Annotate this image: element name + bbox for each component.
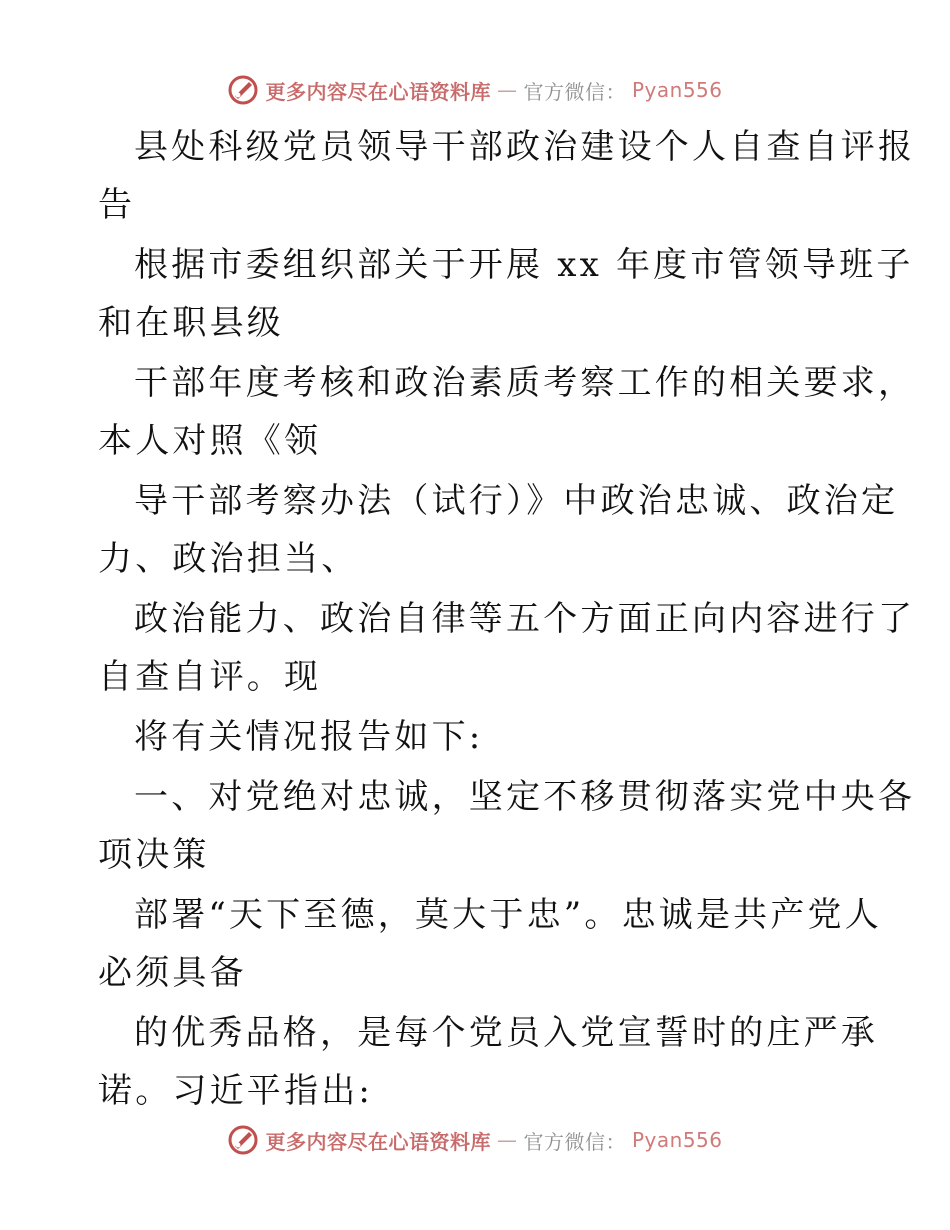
text-line: 告	[98, 185, 136, 225]
watermark-brand-text: 更多内容尽在心语资料库	[265, 79, 491, 104]
watermark-brand-text: 更多内容尽在心语资料库	[265, 1129, 491, 1154]
text-line: 干部年度考核和政治素质考察工作的相关要求，	[134, 363, 916, 403]
text-line: 的优秀品格，是每个党员入党宣誓时的庄严承	[134, 1013, 878, 1053]
watermark-official-label: 官方微信：	[523, 79, 626, 104]
watermark-dash: —	[496, 78, 518, 102]
text-line: 力、政治担当、	[98, 539, 359, 579]
watermark-wechat-id: Pyan556	[631, 1128, 723, 1152]
watermark-official-label: 官方微信：	[523, 1129, 626, 1154]
text-line: 导干部考察办法（试行）》中政治忠诚、政治定	[134, 481, 899, 521]
text-line: 一、对党绝对忠诚，坚定不移贯彻落实党中央各	[134, 777, 916, 817]
brand-logo-icon	[227, 1124, 259, 1156]
text-line: 根据市委组织部关于开展 xx 年度市管领导班子	[134, 245, 914, 285]
text-line: 和在职县级	[98, 303, 284, 343]
watermark-wechat-id: Pyan556	[631, 78, 723, 102]
text-line: 项决策	[98, 835, 210, 875]
text-line: 必须具备	[98, 953, 247, 993]
text-line: 县处科级党员领导干部政治建设个人自查自评报	[134, 127, 916, 167]
footer-watermark	[0, 1120, 950, 1160]
brand-logo-icon	[227, 74, 259, 106]
text-line: 将有关情况报告如下:	[134, 717, 484, 757]
text-line: 本人对照《领	[98, 421, 322, 461]
text-line: 自查自评。现	[98, 657, 322, 697]
text-line: 部署“天下至德，莫大于忠”。忠诚是共产党人	[134, 895, 882, 935]
header-watermark	[0, 70, 950, 110]
watermark-dash: —	[496, 1128, 518, 1152]
text-line: 政治能力、政治自律等五个方面正向内容进行了	[134, 599, 916, 639]
text-line: 诺。习近平指出:	[98, 1071, 374, 1111]
